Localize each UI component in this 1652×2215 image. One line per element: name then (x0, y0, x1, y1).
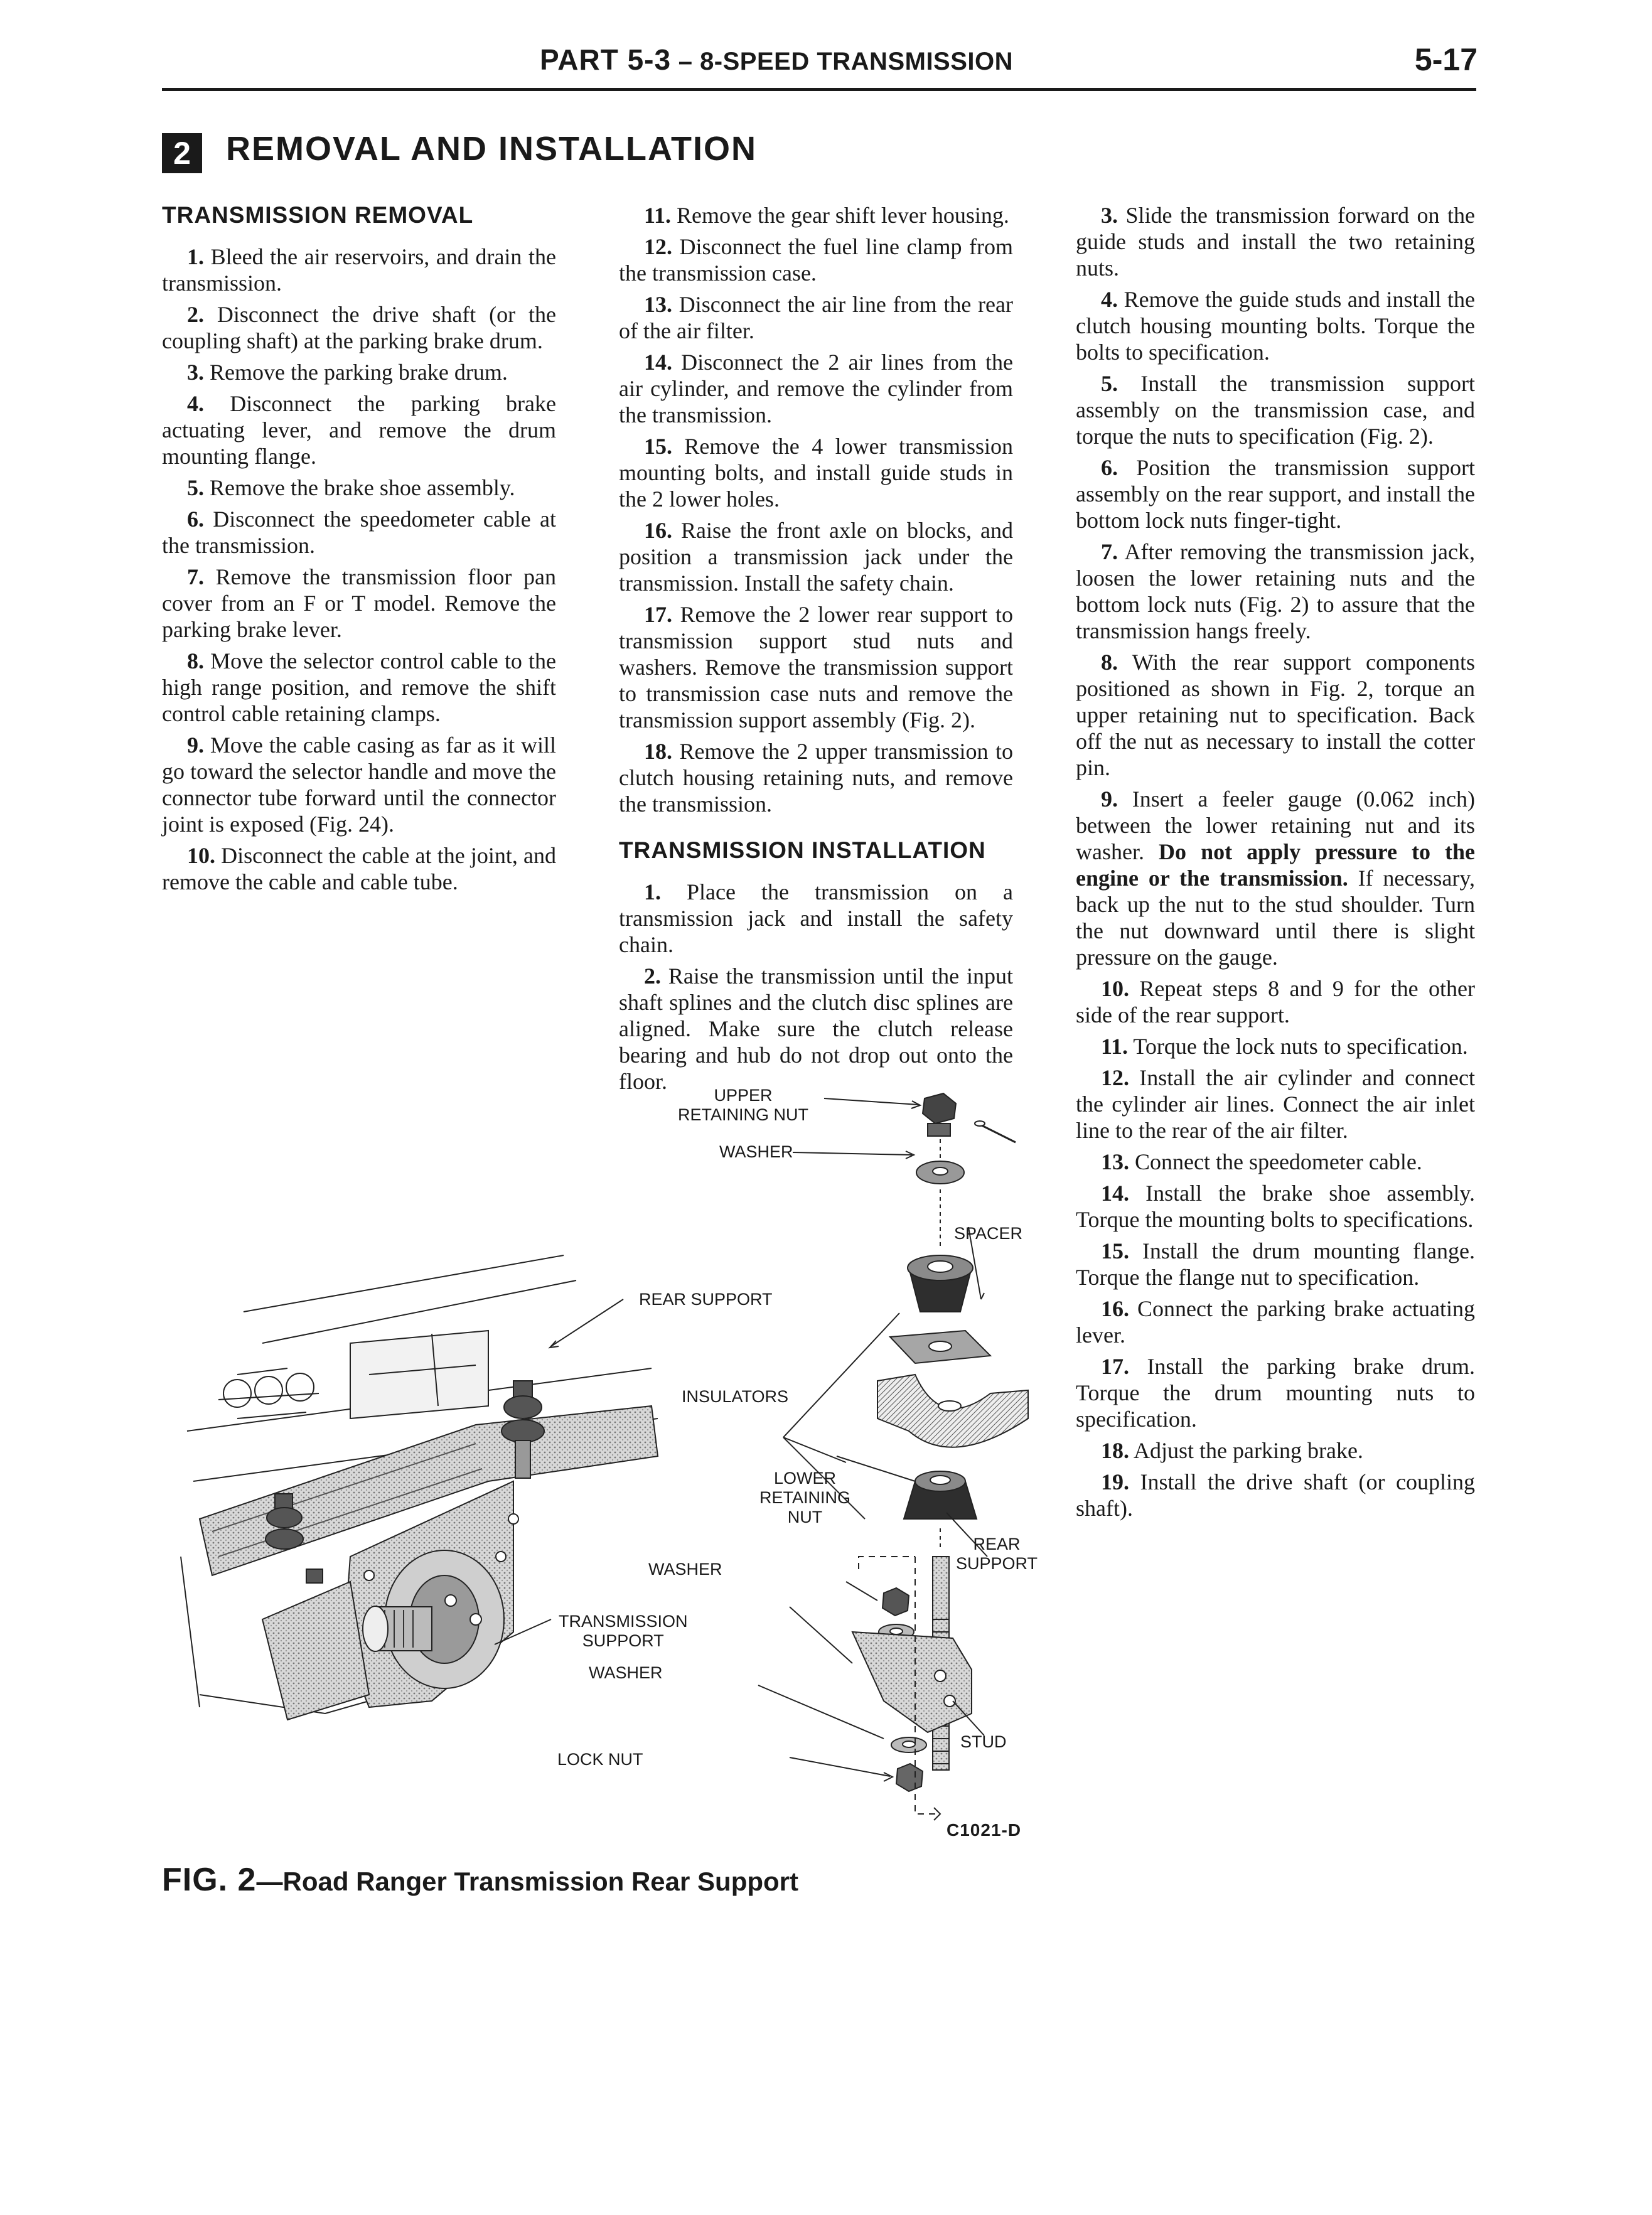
exploded-view-illustration (162, 1080, 1041, 1852)
step-paragraph (1076, 370, 1475, 449)
figure-code: C1021-D (947, 1820, 1022, 1840)
step-number: 12. (1101, 1065, 1129, 1090)
step-paragraph (162, 359, 556, 385)
step-number: 4. (1101, 287, 1118, 312)
step-paragraph (1076, 1180, 1475, 1233)
step-number: 1. (187, 244, 204, 269)
step-text: Install the parking brake drum. Torque the drum mounting nuts to specification. (1076, 1354, 1476, 1432)
install-step-9 (1076, 786, 1475, 970)
step-paragraph (162, 506, 556, 559)
step-paragraph (619, 291, 1013, 344)
step-number: 11. (644, 203, 672, 228)
step-text: Remove the 4 lower transmission mounting bolts, and install guide studs in the 2 lower holes. (619, 434, 1014, 512)
step-number: 7. (187, 564, 204, 589)
step-paragraph (1076, 539, 1475, 644)
step-number: 13. (644, 292, 672, 317)
step-number: 5. (187, 475, 204, 500)
install-step-2 (619, 963, 1013, 1095)
step-text: Remove the 2 lower rear support to transmission support stud nuts and washers. Remove the transmission support to transmission case nuts and remove the transmission support assembly (Fig. 2). (619, 602, 1013, 732)
step-number: 3. (1101, 203, 1118, 228)
step-paragraph (1076, 1353, 1475, 1432)
step-number: 16. (644, 518, 672, 543)
step-number: 6. (1101, 455, 1118, 480)
running-header (540, 43, 1013, 77)
step-text: Install the drive shaft (or coupling shaft). (1076, 1469, 1476, 1521)
step-number: 8. (1101, 650, 1118, 675)
step-text: Connect the speedometer cable. (1135, 1149, 1422, 1174)
label-insulators: INSULATORS (682, 1387, 789, 1406)
step-text: Adjust the parking brake. (1134, 1438, 1363, 1463)
section-number-badge: 2 (162, 133, 202, 173)
step-text: Install the drum mounting flange. Torque the flange nut to specification. (1076, 1238, 1476, 1290)
step-text: Remove the parking brake drum. (210, 360, 508, 385)
step-text: Remove the gear shift lever housing. (677, 203, 1009, 228)
step-paragraph (1076, 1469, 1475, 1521)
install-steps-10-to-19 (1076, 975, 1475, 1521)
step-number: 18. (644, 739, 672, 764)
part-label: PART 5-3 (540, 43, 672, 76)
caution-text: Do not apply pressure to the engine or the transmission. (1076, 839, 1475, 891)
column-2 (619, 202, 1013, 1100)
step-number: 6. (187, 507, 204, 532)
install-steps-3-to-8 (1076, 202, 1475, 781)
step-text: Torque the lock nuts to specification. (1133, 1034, 1468, 1059)
label-lower-retaining-nut: LOWER RETAINING NUT (759, 1469, 851, 1526)
step-text: Bleed the air reservoirs, and drain the transmission. (162, 244, 557, 296)
step-paragraph (1076, 202, 1475, 281)
step-paragraph (162, 732, 556, 837)
step-number: 2. (644, 963, 661, 989)
step-text: After removing the transmission jack, loosen the lower retaining nuts and the bottom lock nuts (Fig. 2) to assure that the transmission hangs freely. (1076, 539, 1475, 643)
step-text: Place the transmission on a transmission jack and install the safety chain. (619, 879, 1013, 957)
step-text: Disconnect the 2 air lines from the air cylinder, and remove the cylinder from the transmission. (619, 350, 1013, 427)
label-washer-bottom: WASHER (589, 1663, 663, 1682)
label-upper-retaining-nut: UPPER RETAINING NUT (678, 1086, 808, 1124)
step-number: 17. (644, 602, 672, 627)
step-text: Install the transmission support assembly on the transmission case, and torque the nuts to specification (Fig. 2). (1076, 371, 1476, 449)
label-stud: STUD (960, 1732, 1007, 1751)
step-text: Insert a feeler gauge (0.062 inch) between the lower retaining nut and its washer. (1076, 786, 1475, 864)
step-text: Remove the transmission floor pan cover from an F or T model. Remove the parking brake lever. (162, 564, 556, 642)
step-number: 15. (1101, 1238, 1129, 1263)
step-number: 19. (1101, 1469, 1129, 1494)
step-paragraph (162, 475, 556, 501)
label-rear-support-right: REAR SUPPORT (956, 1535, 1038, 1573)
step-paragraph (1076, 1295, 1475, 1348)
column-1 (162, 202, 556, 900)
step-paragraph (1076, 1033, 1475, 1059)
step-number: 9. (1101, 786, 1118, 812)
step-text: Disconnect the drive shaft (or the coupling shaft) at the parking brake drum. (162, 302, 556, 353)
step-paragraph (162, 301, 556, 354)
step-text: Repeat steps 8 and 9 for the other side of the rear support. (1076, 976, 1476, 1027)
figure-caption (162, 1861, 798, 1899)
step-paragraph (162, 842, 556, 895)
step-paragraph (1076, 975, 1475, 1028)
step-text: Connect the parking brake actuating lever. (1076, 1296, 1476, 1348)
step-paragraph (619, 349, 1013, 428)
step-text: Disconnect the speedometer cable at the transmission. (162, 507, 556, 558)
step-paragraph (1076, 454, 1475, 534)
label-lock-nut: LOCK NUT (557, 1750, 643, 1769)
step-paragraph (1076, 1238, 1475, 1290)
step-text: Install the air cylinder and connect the cylinder air lines. Connect the air inlet line to the rear of the air filter. (1076, 1065, 1476, 1143)
label-transmission-support: TRANSMISSION SUPPORT (559, 1612, 688, 1650)
step-paragraph (1076, 1437, 1475, 1464)
figure-caption-text: —Road Ranger Transmission Rear Support (256, 1867, 798, 1896)
step-number: 1. (644, 879, 661, 904)
removal-steps-part-2 (619, 202, 1013, 817)
exploded-stack-drawing (852, 1093, 1028, 1820)
step-number: 5. (1101, 371, 1118, 396)
step-text: Remove the 2 upper transmission to clutch housing retaining nuts, and remove the transmission. (619, 739, 1013, 817)
step-paragraph (619, 233, 1013, 286)
label-washer-top: WASHER (719, 1142, 793, 1161)
step-text: Disconnect the fuel line clamp from the transmission case. (619, 234, 1013, 286)
step-paragraph (162, 564, 556, 643)
step-paragraph (162, 390, 556, 469)
step-text: Remove the guide studs and install the clutch housing mounting bolts. Torque the bolts to specification. (1076, 287, 1475, 365)
label-washer-middle: WASHER (648, 1560, 722, 1579)
step-number: 3. (187, 360, 204, 385)
step-paragraph (619, 738, 1013, 817)
step-number: 12. (644, 234, 672, 259)
step-number: 4. (187, 391, 204, 416)
step-number: 14. (644, 350, 672, 375)
step-paragraph (619, 601, 1013, 733)
chapter-title: 8-SPEED TRANSMISSION (700, 48, 1014, 75)
step-number: 2. (187, 302, 204, 327)
step-paragraph (619, 517, 1013, 596)
header-separator: – (671, 48, 700, 75)
step-text: Raise the transmission until the input shaft splines and the clutch disc splines are aligned. Make sure the clutch release bearing and hub do not drop out onto the floor. (619, 963, 1013, 1094)
removal-steps-part-1 (162, 244, 556, 895)
step-number: 13. (1101, 1149, 1129, 1174)
step-text: Move the cable casing as far as it will go toward the selector handle and move the connector tube forward until the connector joint is exposed (Fig. 24). (162, 732, 557, 837)
step-paragraph (1076, 286, 1475, 365)
figure-number: FIG. 2 (162, 1862, 257, 1898)
step-number: 18. (1101, 1438, 1129, 1463)
step-number: 10. (1101, 976, 1129, 1001)
step-number: 10. (187, 843, 215, 868)
step-text: Move the selector control cable to the high range position, and remove the shift control cable retaining clamps. (162, 648, 556, 726)
removal-heading: TRANSMISSION REMOVAL (162, 202, 474, 228)
step-number: 16. (1101, 1296, 1129, 1321)
step-paragraph (162, 244, 556, 296)
step-text: Slide the transmission forward on the guide studs and install the two retaining nuts. (1076, 203, 1475, 281)
step-text: Disconnect the parking brake actuating lever, and remove the drum mounting flange. (162, 391, 557, 469)
installation-heading: TRANSMISSION INSTALLATION (619, 837, 986, 863)
step-text: Install the brake shoe assembly. Torque the mounting bolts to specifications. (1076, 1181, 1475, 1232)
step-text: With the rear support components positioned as shown in Fig. 2, torque an upper retaining nut to specification. Back off the nut as necessary to install the cotter pin. (1076, 650, 1475, 780)
step-text: Disconnect the air line from the rear of the air filter. (619, 292, 1013, 343)
step-number: 11. (1101, 1034, 1129, 1059)
step-text: Disconnect the cable at the joint, and remove the cable and cable tube. (162, 843, 557, 894)
figure-2-rear-support (162, 1080, 1041, 1852)
label-spacer: SPACER (954, 1224, 1023, 1243)
step-number: 9. (187, 732, 204, 758)
column-3 (1076, 202, 1475, 1526)
step-text: Remove the brake shoe assembly. (210, 475, 515, 500)
step-number: 14. (1101, 1181, 1129, 1206)
install-step-1 (619, 879, 1013, 958)
step-number: 8. (187, 648, 204, 673)
step-number: 15. (644, 434, 672, 459)
step-text: Raise the front axle on blocks, and position a transmission jack under the transmission. Install the safety chain. (619, 518, 1014, 596)
step-paragraph (162, 648, 556, 727)
label-rear-support-top: REAR SUPPORT (639, 1290, 773, 1309)
step-paragraph (1076, 649, 1475, 781)
page-number: 5-17 (1414, 42, 1478, 77)
step-paragraph (1076, 1149, 1475, 1175)
step-number: 7. (1101, 539, 1118, 564)
step-paragraph (619, 433, 1013, 512)
header-rule (162, 88, 1476, 91)
step-text: Position the transmission support assembly on the rear support, and install the bottom lock nuts finger-tight. (1076, 455, 1475, 533)
step-text-continued: If necessary, back up the nut to the stud shoulder. Turn the nut downward until there is slight pressure on the gauge. (1076, 866, 1476, 970)
step-paragraph (1076, 1065, 1475, 1144)
section-title: REMOVAL AND INSTALLATION (226, 130, 757, 168)
step-number: 17. (1101, 1354, 1129, 1379)
step-paragraph (619, 202, 1013, 228)
